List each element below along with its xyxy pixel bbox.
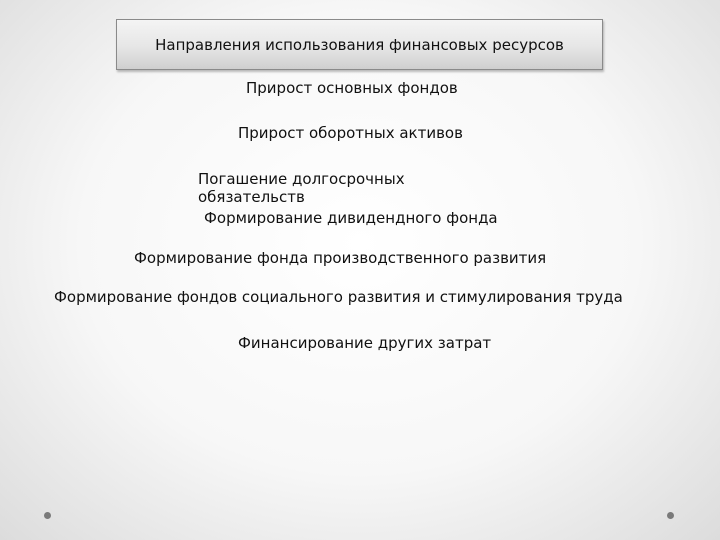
list-item-current-assets: Прирост оборотных активов [238, 124, 463, 142]
list-item-social-fund: Формирование фондов социального развития и стимулирования труда [54, 288, 623, 306]
slide-title: Направления использования финансовых ресурсов [155, 35, 564, 54]
list-item-long-term-liabilities: Погашение долгосрочных обязательств [198, 170, 405, 206]
list-item-other-costs: Финансирование других затрат [238, 334, 492, 352]
list-item-production-fund: Формирование фонда производственного развития [134, 249, 547, 267]
list-item-dividend-fund: Формирование дивидендного фонда [204, 209, 498, 227]
decorative-dot-left [44, 512, 51, 519]
list-item-fixed-assets: Прирост основных фондов [246, 79, 458, 97]
decorative-dot-right [667, 512, 674, 519]
slide-title-box [116, 19, 603, 70]
